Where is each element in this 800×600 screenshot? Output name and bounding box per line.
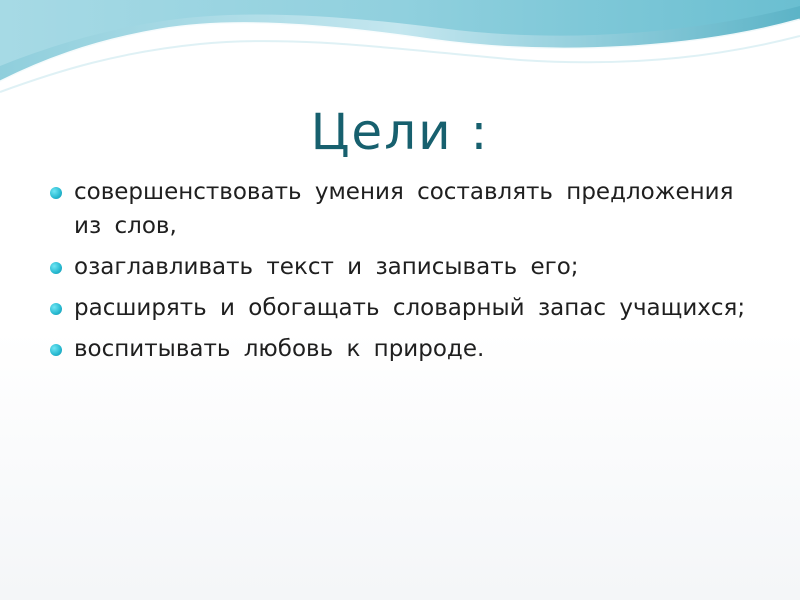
header-wave-decoration — [0, 0, 800, 110]
list-item-text: совершенствовать умения составлять предложения из слов, — [74, 179, 734, 239]
bullet-icon — [50, 344, 62, 356]
goals-list — [48, 175, 768, 373]
list-item-text: озаглавливать текст и записывать его; — [74, 254, 579, 280]
list-item — [48, 175, 768, 243]
bullet-icon — [50, 303, 62, 315]
bullet-icon — [50, 187, 62, 199]
bullet-icon — [50, 262, 62, 274]
list-item-text: расширять и обогащать словарный запас учащихся; — [74, 295, 746, 321]
slide-title: Цели : — [310, 103, 490, 161]
list-item — [48, 291, 768, 325]
list-item-text: воспитывать любовь к природе. — [74, 336, 485, 362]
list-item — [48, 332, 768, 366]
list-item — [48, 250, 768, 284]
